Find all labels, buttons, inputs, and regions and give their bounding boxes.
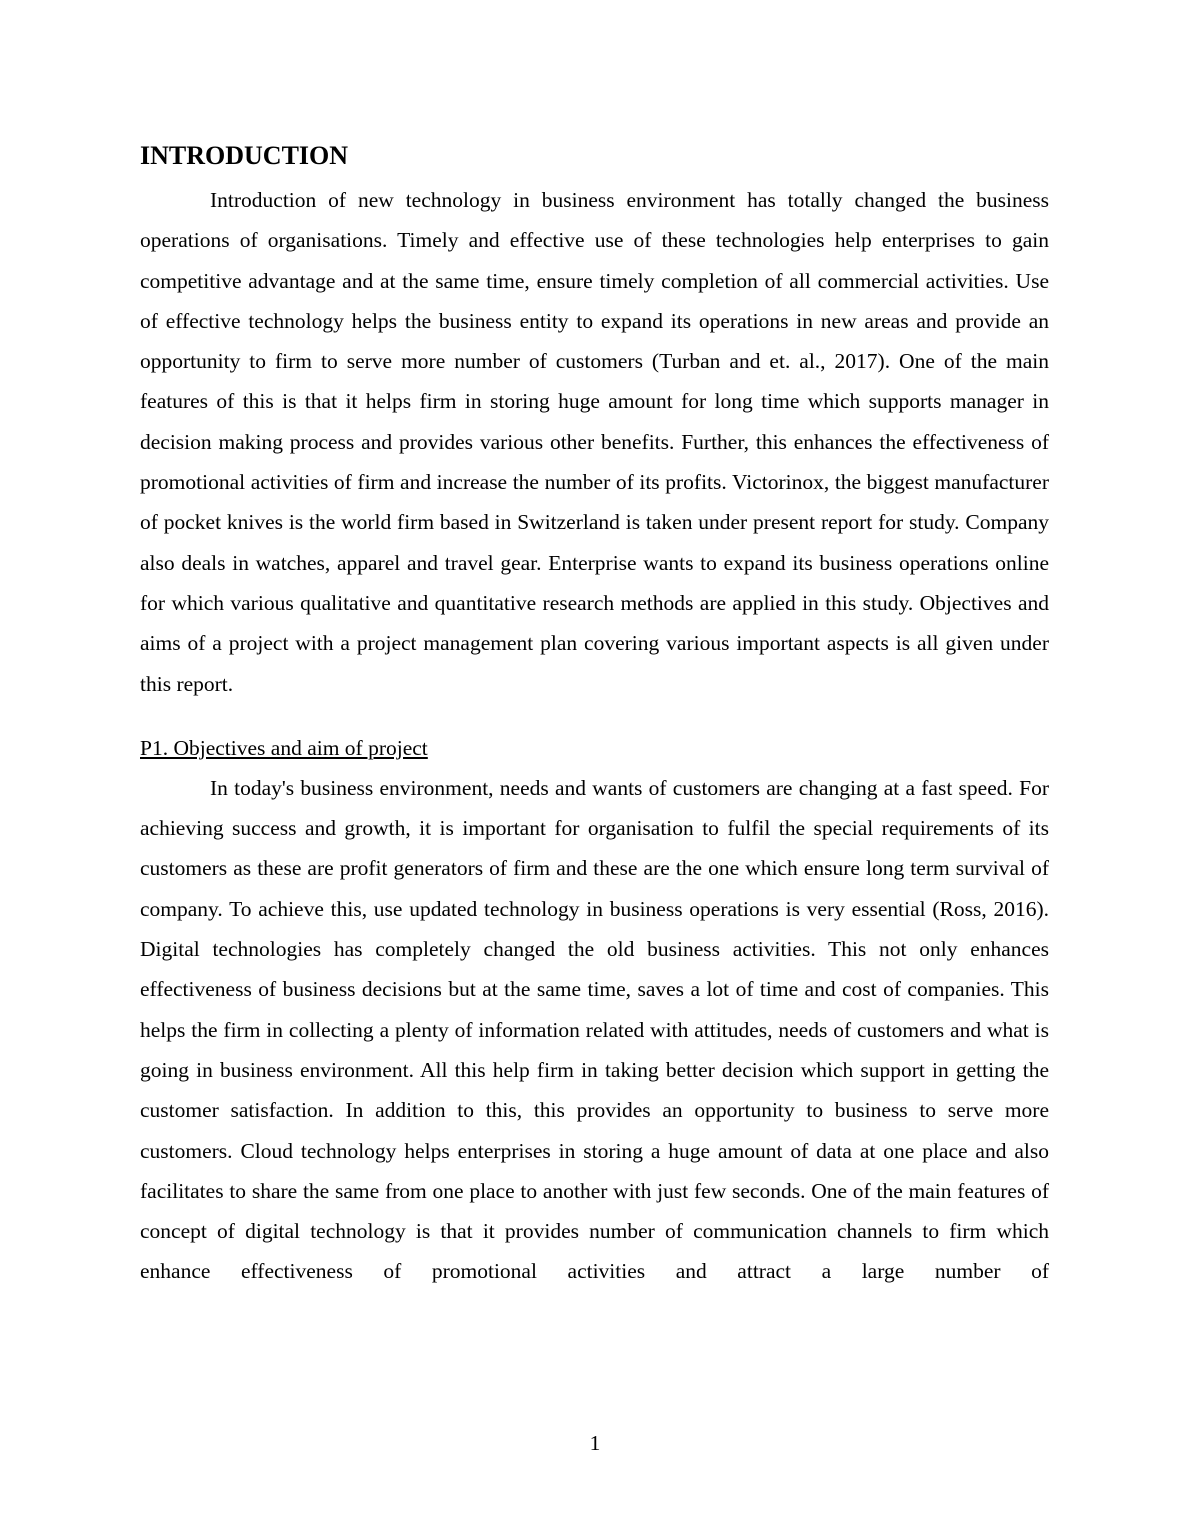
page-content <box>140 138 1049 1292</box>
introduction-paragraph: Introduction of new technology in business environment has totally changed the business operations of organisations. Timely and effective use of these technologies help enterprises to gain competitive advantage and at the same time, ensure timely completion of all commercial activities. Use of effective technology helps the business entity to expand its operations in new areas and provide an opportunity to firm to serve more number of customers (Turban and et. al., 2017). One of the main features of this is that it helps firm in storing huge amount for long time which supports manager in decision making process and provides various other benefits. Further, this enhances the effectiveness of promotional activities of firm and increase the number of its profits. Victorinox, the biggest manufacturer of pocket knives is the world firm based in Switzerland is taken under present report for study. Company also deals in watches, apparel and travel gear. Enterprise wants to expand its business operations online for which various qualitative and quantitative research methods are applied in this study. Objectives and aims of a project with a project management plan covering various important aspects is all given under this report. <box>140 188 1049 696</box>
subheading-objectives: P1. Objectives and aim of project <box>140 735 428 760</box>
objectives-paragraph: In today's business environment, needs and wants of customers are changing at a fast speed. For achieving success and growth, it is important for organisation to fulfil the special requirements of its customers as these are profit generators of firm and these are the one which ensure long term survival of company. To achieve this, use updated technology in business operations is very essential (Ross, 2016). Digital technologies has completely changed the old business activities. This not only enhances effectiveness of business decisions but at the same time, saves a lot of time and cost of companies. This helps the firm in collecting a plenty of information related with attitudes, needs of customers and what is going in business environment. All this help firm in taking better decision which support in getting the customer satisfaction. In addition to this, this provides an opportunity to business to serve more customers. Cloud technology helps enterprises in storing a huge amount of data at one place and also facilitates to share the same from one place to another with just few seconds. One of the main features of concept of digital technology is that it provides number of communication channels to firm which enhance effectiveness of promotional activities and attract a large number of <box>140 775 1049 1284</box>
section-heading-introduction: INTRODUCTION <box>140 141 349 170</box>
page-number: 1 <box>589 1431 601 1455</box>
